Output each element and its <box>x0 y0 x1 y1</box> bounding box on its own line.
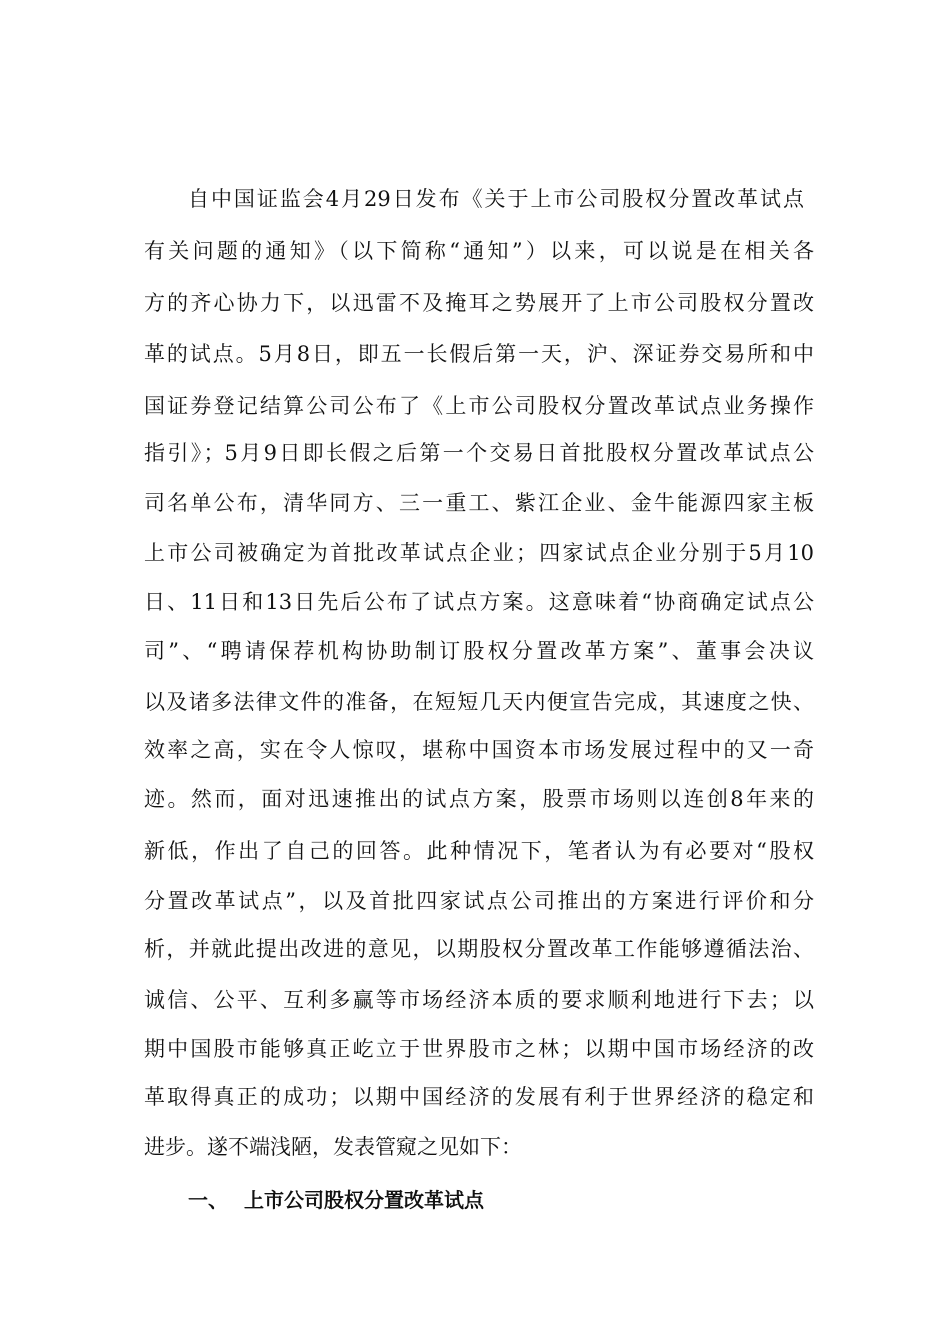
paragraph-line: 诚信、公平、互利多赢等市场经济本质的要求顺利地进行下去；以 <box>144 988 814 1012</box>
paragraph-line: 方的齐心协力下，以迅雷不及掩耳之势展开了上市公司股权分置改 <box>144 291 814 315</box>
paragraph-line: 革取得真正的成功；以期中国经济的发展有利于世界经济的稳定和 <box>144 1085 814 1109</box>
paragraph-line: 迹。然而，面对迅速推出的试点方案，股票市场则以连创8年来的 <box>144 787 814 811</box>
paragraph-line: 分置改革试点”，以及首批四家试点公司推出的方案进行评价和分 <box>144 889 814 913</box>
paragraph-line: 进步。遂不端浅陋，发表管窥之见如下： <box>144 1135 522 1159</box>
paragraph-line: 效率之高，实在令人惊叹，堪称中国资本市场发展过程中的又一奇 <box>144 738 814 762</box>
paragraph-line: 国证券登记结算公司公布了《上市公司股权分置改革试点业务操作 <box>144 394 814 418</box>
paragraph-line: 新低，作出了自己的回答。此种情况下，笔者认为有必要对“股权 <box>144 839 814 863</box>
paragraph-line: 革的试点。5月8日，即五一长假后第一天，沪、深证券交易所和中 <box>144 342 814 366</box>
paragraph-line: 司名单公布，清华同方、三一重工、紫江企业、金牛能源四家主板 <box>144 491 814 515</box>
paragraph-line: 指引》；5月9日即长假之后第一个交易日首批股权分置改革试点公 <box>144 441 814 465</box>
section-number: 一、 <box>188 1188 228 1212</box>
paragraph-line: 司”、“聘请保荐机构协助制订股权分置改革方案”、董事会决议 <box>144 639 814 663</box>
section-heading <box>188 1186 484 1214</box>
paragraph-line: 日、11日和13日先后公布了试点方案。这意味着“协商确定试点公 <box>144 590 814 614</box>
paragraph-line: 有关问题的通知》（以下简称“通知”）以来，可以说是在相关各 <box>144 239 814 263</box>
paragraph-line: 期中国股市能够真正屹立于世界股市之林；以期中国市场经济的改 <box>144 1037 814 1061</box>
paragraph-line: 析，并就此提出改进的意见，以期股权分置改革工作能够遵循法治、 <box>144 937 814 961</box>
paragraph-line: 以及诸多法律文件的准备，在短短几天内便宣告完成，其速度之快、 <box>144 690 814 714</box>
section-title: 上市公司股权分置改革试点 <box>244 1188 484 1212</box>
paragraph-line: 自中国证监会4月29日发布《关于上市公司股权分置改革试点 <box>188 187 804 211</box>
paragraph-line: 上市公司被确定为首批改革试点企业；四家试点企业分别于5月10 <box>144 541 814 565</box>
